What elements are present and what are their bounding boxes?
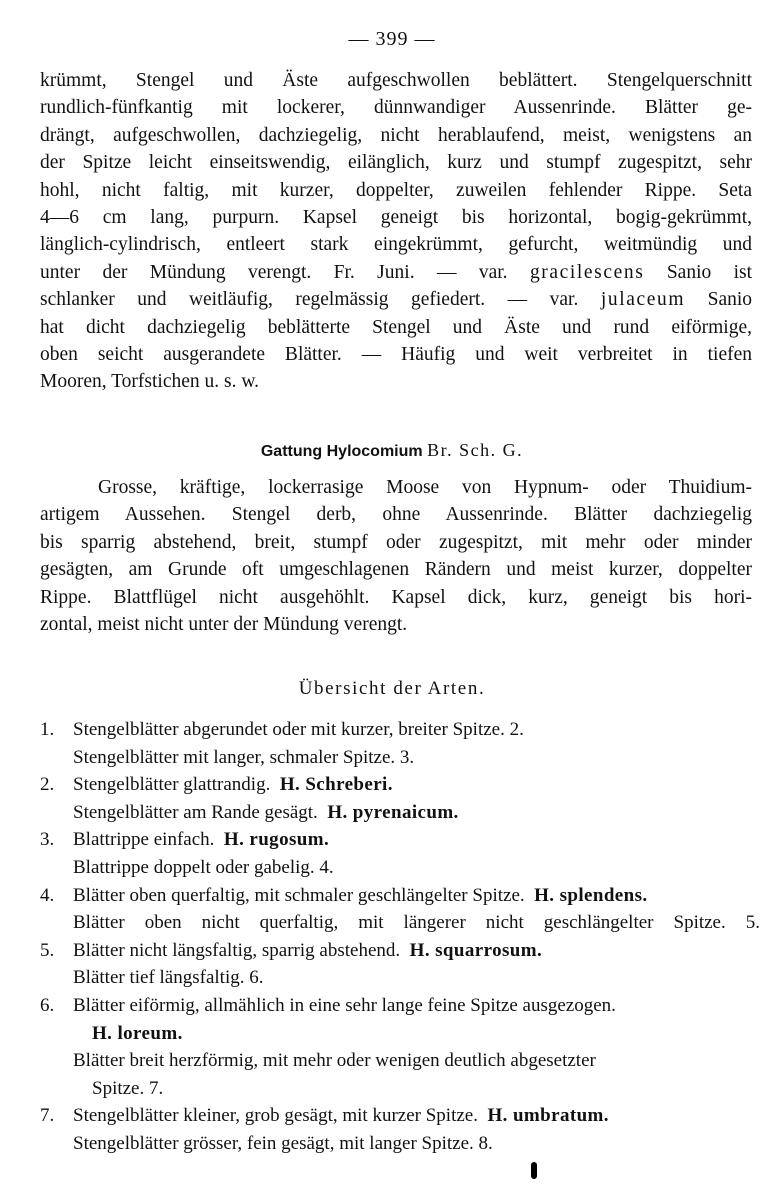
key-row [40,964,760,992]
key-text: Stengelblätter am Rande gesägt. [73,801,318,823]
text-segment: unter der Mündung verengt. Fr. Juni. [40,261,415,283]
key-text: Blattrippe doppelt oder gabelig. 4. [73,856,334,878]
species-name: H. umbratum. [487,1105,609,1127]
page-number: — 399 — [348,28,436,50]
key-text: Stengelblätter kleiner, grob gesägt, mit kurzer Spitze. [73,1105,478,1127]
species-name: H. loreum. [92,1022,183,1044]
key-row [40,992,760,1020]
key-number: 3. [40,829,55,851]
key-text: Blätter nicht längsfaltig, sparrig abstehend. [73,939,401,961]
key-number: 4. [40,884,55,906]
key-number: 1. [40,719,55,740]
text-line: rundlich-fünfkantig mit lockerer, dünnwandiger Aussenrinde. Blätter ge- [40,97,752,119]
text-segment: Sanio ist [666,261,753,283]
key-row [40,1047,760,1075]
key-row [40,937,760,965]
key-text: Blätter eiförmig, allmählich in eine sehr lange feine Spitze ausgezogen. [73,994,616,1016]
key-row [40,854,760,882]
key-row [40,909,760,937]
genus-authority: Br. Sch. G. [427,440,524,460]
key-row [40,882,760,910]
variety-name: julaceum [600,289,686,311]
species-name: H. Schreberi. [279,774,393,796]
text-line: Grosse, kräftige, lockerrasige Moose von Hypnum- oder Thuidium- [98,477,752,498]
key-text: Blätter oben querfaltig, mit schmaler geschlängelter Spitze. [73,884,525,906]
text-line: bis sparrig abstehend, breit, stumpf oder zugespitzt, mit mehr oder minder [40,531,752,553]
key-row [40,799,760,827]
text-line [40,259,752,286]
text-line: hat dicht dachziegelig beblätterte Stengel und Äste und rund eiförmige, [40,316,752,338]
text-line: krümmt, Stengel und Äste aufgeschwollen beblättert. Stengelquerschnitt [40,70,752,91]
key-number: 7. [40,1105,55,1127]
key-row [40,1102,760,1130]
key-text: Spitze. 7. [92,1077,164,1099]
genus-heading [0,440,784,461]
key-text: Blätter breit herzförmig, mit mehr oder wenigen deutlich abgesetzter [73,1050,596,1072]
text-line: der Spitze leicht einseitswendig, eilänglich, kurz und stumpf zugespitzt, sehr [40,152,752,174]
species-name: H. squarrosum. [409,939,543,961]
key-row [40,716,760,744]
variety-label: — var. [507,289,579,311]
text-line: drängt, aufgeschwollen, dachziegelig, nicht herablaufend, meist, wenigstens an [40,124,752,146]
text-line: Mooren, Torfstichen u. s. w. [40,371,260,393]
variety-name: gracilescens [529,261,645,283]
key-heading: Übersicht der Arten. [298,678,486,699]
text-line: gesägten, am Grunde oft umgeschlagenen Rändern und meist kurzer, doppelter [40,559,752,581]
paragraph-genus-description [40,474,752,638]
genus-name: Gattung Hylocomium [260,443,423,460]
key-row [40,826,760,854]
key-text: Blätter tief längsfaltig. 6. [73,967,264,989]
key-text: Stengelblätter mit langer, schmaler Spitze. 3. [73,746,415,768]
text-line [40,286,752,313]
text-line: hohl, nicht faltig, mit kurzer, doppelter, zuweilen fehlender Rippe. Seta [40,179,752,201]
key-text: Stengelblätter abgerundet oder mit kurzer, breiter Spitze. 2. [73,719,524,740]
text-line: länglich-cylindrisch, entleert stark eingekrümmt, gefurcht, weitmündig und [40,234,752,256]
species-name: H. pyrenaicum. [327,801,459,823]
variety-label: — var. [436,261,508,283]
text-segment: schlanker und weitläufig, regelmässig gefiedert. [40,289,486,311]
key-text: Stengelblätter glattrandig. [73,774,271,796]
key-row [40,771,760,799]
key-number: 2. [40,774,55,796]
text-line: oben seicht ausgerandete Blätter. — Häufig und weit verbreitet in tiefen [40,344,752,366]
key-text: Blätter oben nicht querfaltig, mit längerer nicht geschlängelter Spitze. 5. [73,912,760,934]
text-line: Rippe. Blattflügel nicht ausgehöhlt. Kapsel dick, kurz, geneigt bis hori- [40,586,752,608]
key-text: Stengelblätter grösser, fein gesägt, mit langer Spitze. 8. [73,1132,493,1154]
key-row [40,1020,760,1048]
species-key [40,716,760,1158]
key-number: 6. [40,994,55,1016]
text-line: 4—6 cm lang, purpurn. Kapsel geneigt bis horizontal, bogig-gekrümmt, [40,207,752,229]
key-row [40,1075,760,1103]
text-line: artigem Aussehen. Stengel derb, ohne Aussenrinde. Blätter dachziegelig [40,504,752,526]
text-segment: Sanio [707,289,753,311]
key-row [40,1130,760,1158]
key-row [40,744,760,772]
key-number: 5. [40,939,55,961]
text-line: zontal, meist nicht unter der Mündung verengt. [40,614,408,636]
paragraph-species-description [40,67,752,396]
key-text: Blattrippe einfach. [73,829,215,851]
ink-mark [531,1162,537,1179]
species-name: H. rugosum. [223,829,330,851]
species-name: H. splendens. [534,884,648,906]
